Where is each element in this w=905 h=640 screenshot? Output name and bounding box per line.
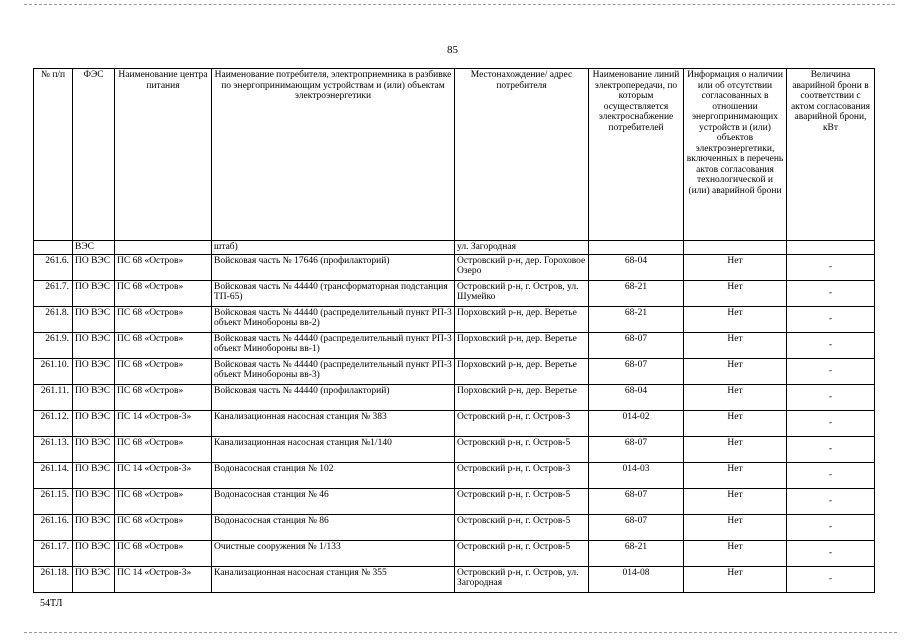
cell-address: Островский р-н, г. Остров, ул. Загородная [455,566,589,592]
cell-num: 261.17. [34,540,73,566]
consumer-register-table [33,68,875,593]
footer-code: 54ТЛ [40,598,63,609]
cell-info: Нет [684,332,787,358]
header-bron: Величина аварийной брони в соответствии с актом согласования аварийной брони, кВт [787,69,875,241]
table-row [34,514,875,540]
cell-fes: ПО ВЭС [73,540,115,566]
cell-center: ПС 68 «Остров» [115,280,212,306]
table-row [34,384,875,410]
cell-info: Нет [684,358,787,384]
header-info: Информация о наличии или об отсутствии согласованных в отношении энергопринимающих устройств и (или) объектов электроэнергетики, включенных в перечень актов согласования технологической и (или) аварийной брони [684,69,787,241]
cell-address: ул. Загородная [455,241,589,255]
cell-consumer: Войсковая часть № 44440 (распределительный пункт РП-3 объект Минобороны вв-3) [212,358,455,384]
header-consumer: Наименование потребителя, электроприемника в разбивке по энергопринимающим устройствам и (или) объектам электроэнергетики [212,69,455,241]
table-row [34,254,875,280]
table-header-row [34,69,875,241]
cell-num: 261.16. [34,514,73,540]
cell-line: 68-04 [589,254,684,280]
cell-consumer: Войсковая часть № 44440 (профилакторий) [212,384,455,410]
cell-fes: ПО ВЭС [73,410,115,436]
cell-fes: ПО ВЭС [73,280,115,306]
cell-address: Островский р-н, г. Остров-5 [455,488,589,514]
table-row [34,280,875,306]
table-row [34,306,875,332]
cell-fes: ПО ВЭС [73,566,115,592]
cell-line: 68-21 [589,306,684,332]
cell-info: Нет [684,410,787,436]
cell-line: 68-07 [589,332,684,358]
table-row [34,540,875,566]
cell-line: 014-02 [589,410,684,436]
cell-center: ПС 68 «Остров» [115,436,212,462]
cell-center [115,241,212,255]
cell-line: 68-07 [589,436,684,462]
page-number: 85 [447,44,458,56]
header-address: Местонахождение/ адрес потребителя [455,69,589,241]
table-row [34,462,875,488]
cell-consumer: Водонасосная станция № 102 [212,462,455,488]
cell-info [684,241,787,255]
cell-num: 261.7. [34,280,73,306]
cell-center: ПС 68 «Остров» [115,254,212,280]
cell-bron: - [787,488,875,514]
cell-info: Нет [684,566,787,592]
cell-fes: ПО ВЭС [73,462,115,488]
cell-address: Порховский р-н, дер. Веретье [455,358,589,384]
cell-info: Нет [684,540,787,566]
table-row [34,410,875,436]
cell-num: 261.8. [34,306,73,332]
cell-consumer: Войсковая часть № 17646 (профилакторий) [212,254,455,280]
cell-info: Нет [684,462,787,488]
cell-num: 261.11. [34,384,73,410]
cell-consumer: Войсковая часть № 44440 (распределительный пункт РП-3 объект Минобороны вв-2) [212,306,455,332]
cell-fes: ПО ВЭС [73,332,115,358]
cell-line: 68-21 [589,540,684,566]
cell-info: Нет [684,306,787,332]
cell-address: Островский р-н, г. Остров-3 [455,410,589,436]
cell-num: 261.18. [34,566,73,592]
cell-num: 261.9. [34,332,73,358]
cell-fes: ПО ВЭС [73,306,115,332]
cell-bron: - [787,410,875,436]
cell-center: ПС 68 «Остров» [115,332,212,358]
cell-bron: - [787,566,875,592]
cell-center: ПС 68 «Остров» [115,306,212,332]
continuation-row [34,241,875,255]
scan-top-edge [24,4,895,5]
cell-consumer: Войсковая часть № 44440 (распределительный пункт РП-3 объект Минобороны вв-1) [212,332,455,358]
cell-center: ПС 68 «Остров» [115,384,212,410]
scan-bottom-edge [24,632,897,633]
cell-address: Островский р-н, г. Остров-3 [455,462,589,488]
cell-consumer: штаб) [212,241,455,255]
cell-bron [787,241,875,255]
cell-fes: ПО ВЭС [73,488,115,514]
cell-fes: ПО ВЭС [73,436,115,462]
cell-bron: - [787,358,875,384]
cell-fes: ПО ВЭС [73,384,115,410]
cell-info: Нет [684,280,787,306]
cell-consumer: Канализационная насосная станция № 383 [212,410,455,436]
cell-num: 261.6. [34,254,73,280]
cell-line [589,241,684,255]
cell-fes: ПО ВЭС [73,254,115,280]
table-row [34,488,875,514]
cell-consumer: Водонасосная станция № 86 [212,514,455,540]
table-row [34,436,875,462]
cell-bron: - [787,254,875,280]
header-fes: ФЭС [73,69,115,241]
cell-consumer: Канализационная насосная станция №1/140 [212,436,455,462]
cell-line: 68-07 [589,514,684,540]
cell-address: Островский р-н, дер. Гороховое Озеро [455,254,589,280]
cell-center: ПС 14 «Остров-3» [115,462,212,488]
cell-line: 014-08 [589,566,684,592]
cell-info: Нет [684,254,787,280]
cell-bron: - [787,306,875,332]
cell-address: Островский р-н, г. Остров-5 [455,540,589,566]
cell-num: 261.12. [34,410,73,436]
cell-center: ПС 68 «Остров» [115,488,212,514]
cell-info: Нет [684,514,787,540]
cell-bron: - [787,514,875,540]
cell-center: ПС 68 «Остров» [115,358,212,384]
cell-center: ПС 68 «Остров» [115,514,212,540]
cell-bron: - [787,384,875,410]
cell-center: ПС 14 «Остров-3» [115,410,212,436]
cell-num [34,241,73,255]
header-lines: Наименование линий электропередачи, по которым осуществляется электроснабжение потребителей [589,69,684,241]
table-row [34,332,875,358]
cell-center: ПС 68 «Остров» [115,540,212,566]
cell-address: Островский р-н, г. Остров-5 [455,436,589,462]
cell-address: Островский р-н, г. Остров, ул. Шумейко [455,280,589,306]
cell-num: 261.15. [34,488,73,514]
cell-consumer: Канализационная насосная станция № 355 [212,566,455,592]
cell-bron: - [787,280,875,306]
cell-info: Нет [684,436,787,462]
cell-num: 261.13. [34,436,73,462]
cell-address: Порховский р-н, дер. Веретье [455,306,589,332]
cell-line: 68-07 [589,488,684,514]
cell-address: Порховский р-н, дер. Веретье [455,384,589,410]
cell-info: Нет [684,384,787,410]
table-row [34,566,875,592]
cell-consumer: Очистные сооружения № 1/133 [212,540,455,566]
header-num: № п/п [34,69,73,241]
cell-bron: - [787,436,875,462]
cell-fes: ПО ВЭС [73,514,115,540]
cell-num: 261.14. [34,462,73,488]
cell-consumer: Водонасосная станция № 46 [212,488,455,514]
cell-bron: - [787,540,875,566]
cell-line: 68-21 [589,280,684,306]
cell-center: ПС 14 «Остров-3» [115,566,212,592]
cell-bron: - [787,462,875,488]
cell-fes: ПО ВЭС [73,358,115,384]
cell-bron: - [787,332,875,358]
cell-consumer: Войсковая часть № 44440 (трансформаторная подстанция ТП-65) [212,280,455,306]
cell-address: Островский р-н, г. Остров-5 [455,514,589,540]
cell-fes: ВЭС [73,241,115,255]
cell-address: Порховский р-н, дер. Веретье [455,332,589,358]
cell-info: Нет [684,488,787,514]
table-row [34,358,875,384]
cell-line: 014-03 [589,462,684,488]
header-center: Наименование центра питания [115,69,212,241]
cell-line: 68-04 [589,384,684,410]
cell-line: 68-07 [589,358,684,384]
cell-num: 261.10. [34,358,73,384]
